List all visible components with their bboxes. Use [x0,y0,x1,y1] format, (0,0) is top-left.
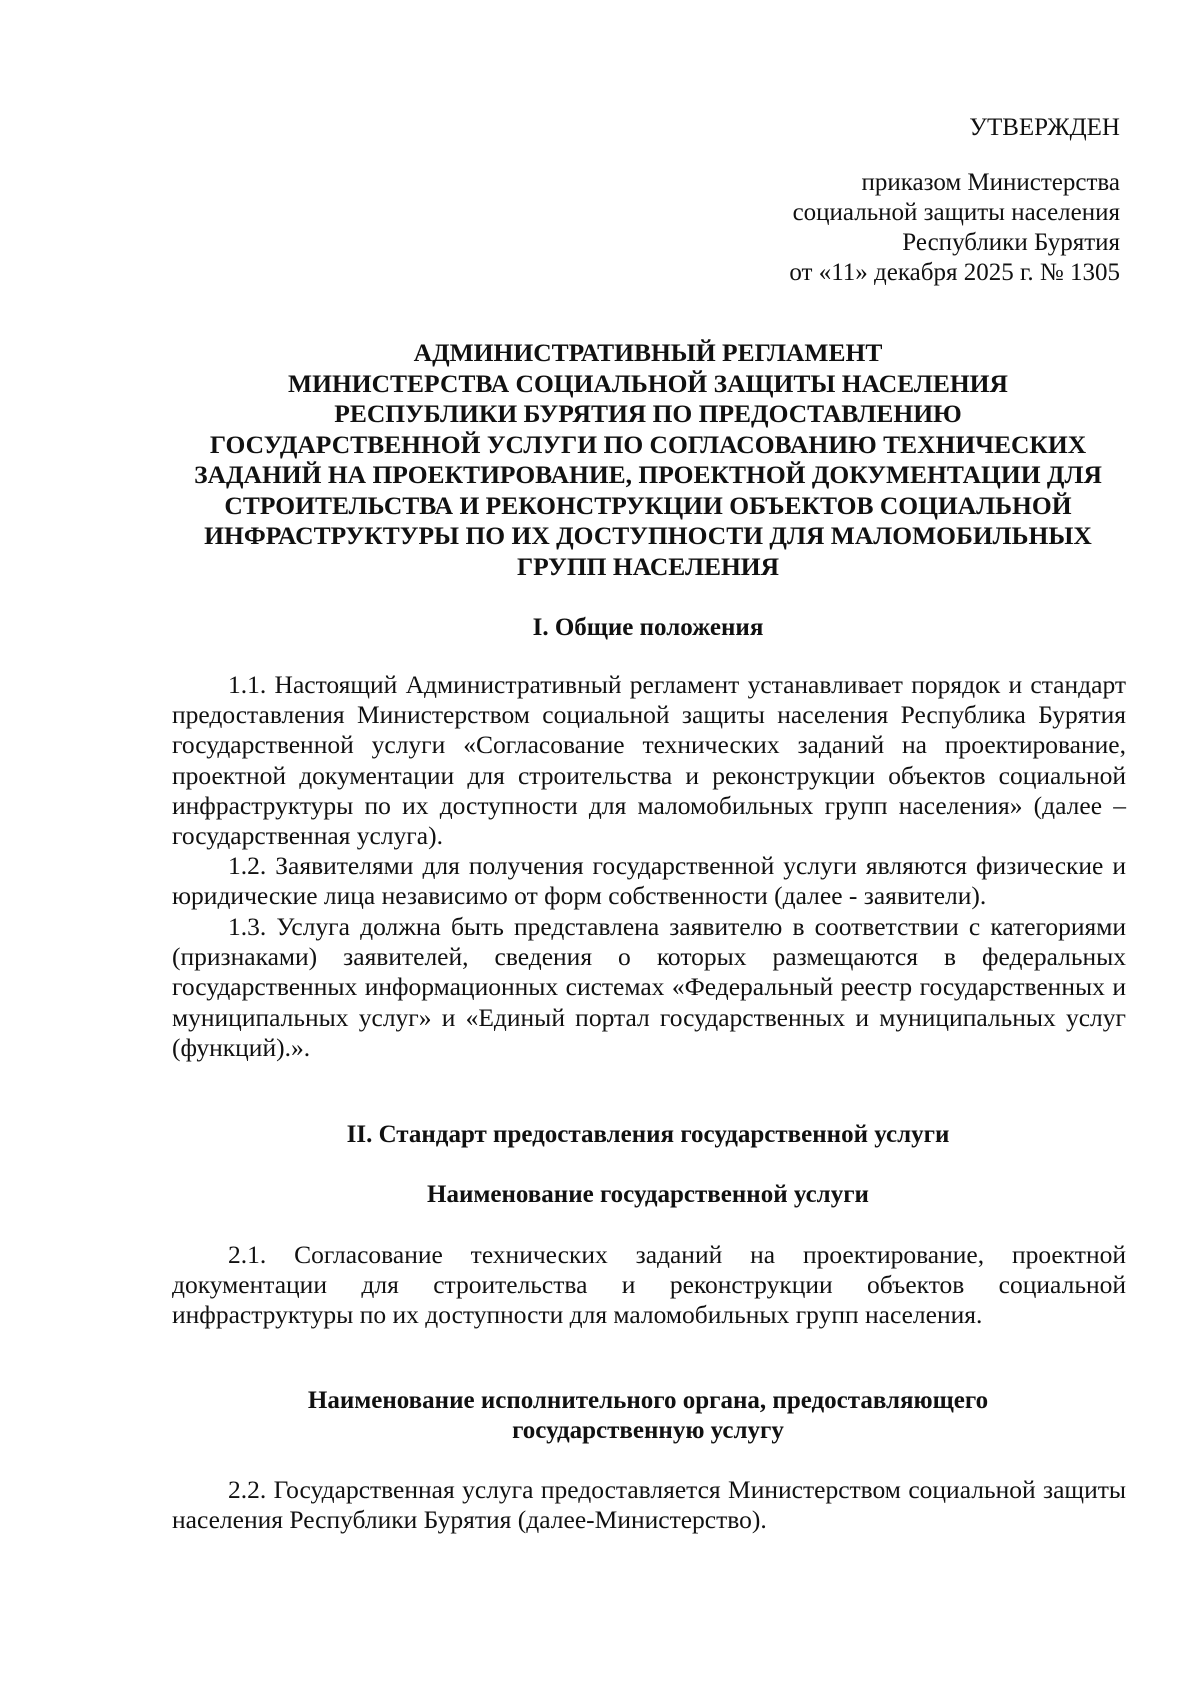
paragraph-1-1: 1.1. Настоящий Административный регламент устанавливает порядок и стандарт предоставления Министерством социальной защиты населения Республика Бурятия государственной услуги «Согласование технических заданий на проектирование, проектной документации для строительства и реконструкции объектов социальной инфраструктуры по их доступности для маломобильных групп населения» (далее – государственная услуга). [172,670,1126,851]
document-title-line: ЗАДАНИЙ НА ПРОЕКТИРОВАНИЕ, ПРОЕКТНОЙ ДОКУМЕНТАЦИИ ДЛЯ [194,460,1102,489]
paragraph-1-2: 1.2. Заявителями для получения государственной услуги являются физические и юридические лица независимо от форм собственности (далее - заявители). [172,851,1126,911]
subsection-2-2-heading [168,1386,1128,1446]
document-title-line: СТРОИТЕЛЬСТВА И РЕКОНСТРУКЦИИ ОБЪЕКТОВ СОЦИАЛЬНОЙ [224,490,1072,520]
paragraph-2-2: 2.2. Государственная услуга предоставляется Министерством социальной защиты населения Республики Бурятия (далее-Министерство). [172,1475,1126,1535]
approval-line: от «11» декабря 2025 г. № 1305 [789,259,1120,286]
subsection-2-2-heading-line: Наименование исполнительного органа, предоставляющего [307,1387,989,1414]
document-title-line: МИНИСТЕРСТВА СОЦИАЛЬНОЙ ЗАЩИТЫ НАСЕЛЕНИЯ [288,368,1008,398]
paragraph-2-1: 2.1. Согласование технических заданий на проектирование, проектной документации для строительства и реконструкции объектов социальной инфраструктуры по их доступности для маломобильных групп населения. [172,1240,1126,1330]
approval-order-block [700,168,1120,288]
paragraph-1-3: 1.3. Услуга должна быть представлена заявителю в соответствии с категориями (признаками) заявителей, сведения о которых размещаются в федеральных государственных информационных системах «Федеральный реестр государственных и муниципальных услуг» и «Единый портал государственных и муниципальных услуг (функций).». [172,912,1126,1062]
document-title-line: ГОСУДАРСТВЕННОЙ УСЛУГИ ПО СОГЛАСОВАНИЮ ТЕХНИЧЕСКИХ [209,429,1087,459]
approval-line: социальной защиты населения [792,199,1120,226]
document-title-line: ИНФРАСТРУКТУРЫ ПО ИХ ДОСТУПНОСТИ ДЛЯ МАЛОМОБИЛЬНЫХ [204,521,1092,550]
approval-stamp-title: УТВЕРЖДЕН [969,114,1120,141]
section-1-heading: I. Общие положения [532,614,764,641]
subsection-2-1-heading: Наименование государственной услуги [427,1181,869,1208]
document-title [168,338,1128,582]
document-title-line: РЕСПУБЛИКИ БУРЯТИЯ ПО ПРЕДОСТАВЛЕНИЮ [334,399,962,428]
approval-line: приказом Министерства [861,169,1120,196]
section-2-heading: II. Стандарт предоставления государственной услуги [346,1121,950,1148]
approval-line: Республики Бурятия [902,229,1120,256]
subsection-2-2-heading-line: государственную услугу [512,1417,784,1444]
document-title-line: ГРУПП НАСЕЛЕНИЯ [516,551,780,581]
document-title-line: АДМИНИСТРАТИВНЫЙ РЕГЛАМЕНТ [413,338,883,367]
